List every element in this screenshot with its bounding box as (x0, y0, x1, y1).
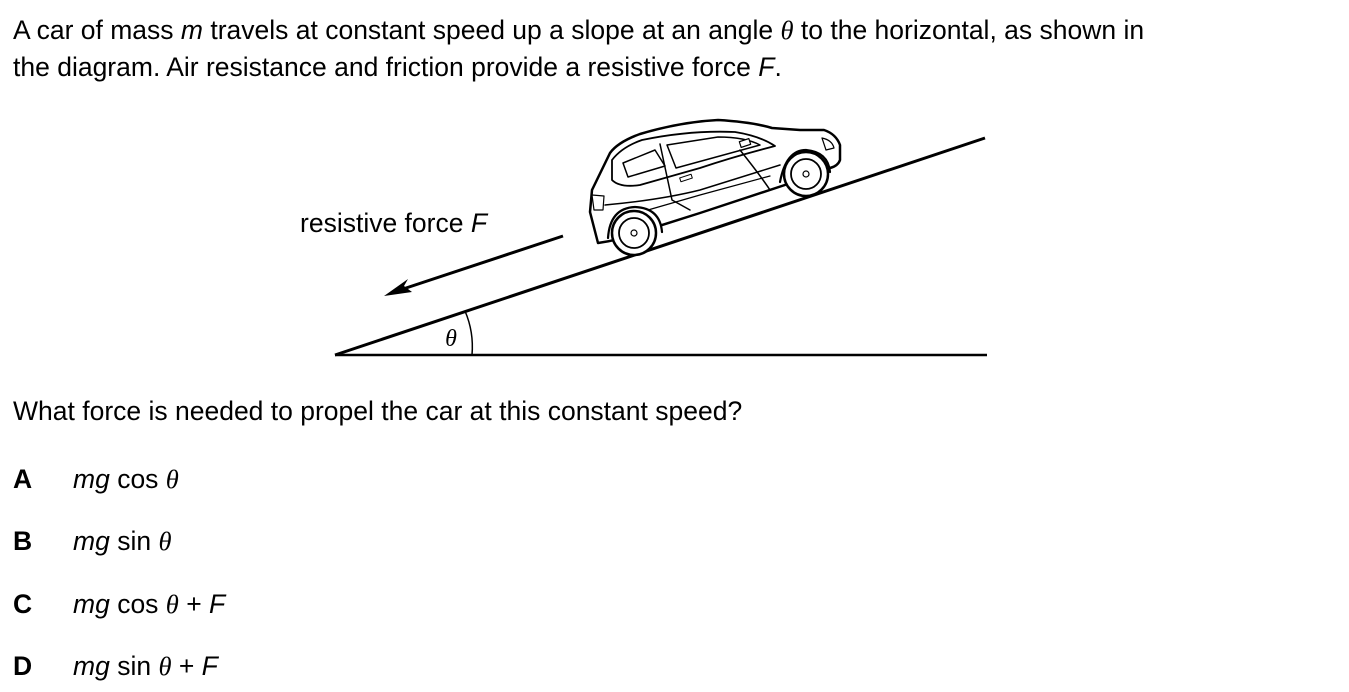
option-force: F (201, 651, 218, 681)
option-plus: + (171, 651, 202, 681)
mass-symbol: m (180, 15, 203, 45)
option-theta: θ (165, 464, 179, 494)
stem-text: travels at constant speed up a slope at an angle (202, 15, 781, 45)
option-theta: θ (158, 526, 172, 556)
option-func: sin (109, 651, 159, 681)
option-c[interactable] (13, 586, 225, 623)
option-plus: + (178, 589, 210, 619)
option-func: sin (109, 526, 159, 556)
force-label: resistive force F (300, 208, 488, 238)
option-mg: mg (73, 526, 110, 556)
option-func: cos (109, 464, 166, 494)
option-mg: mg (73, 589, 110, 619)
car (590, 120, 840, 255)
angle-label: θ (445, 326, 457, 352)
stem-text: A car of mass (13, 15, 181, 45)
force-symbol: F (758, 52, 775, 82)
theta-symbol: θ (780, 15, 794, 45)
rear-wheel-hub (631, 230, 637, 236)
front-wheel-hub (803, 171, 809, 177)
car-tail-light (592, 195, 604, 210)
option-force: F (209, 589, 226, 619)
stem-text: the diagram. Air resistance and friction provide a resistive force (13, 52, 759, 82)
option-a[interactable] (13, 461, 179, 498)
stem-text: to the horizontal, as shown in (793, 15, 1145, 45)
option-letter: D (13, 651, 33, 681)
stem-text: . (774, 52, 782, 82)
force-arrow-shaft (400, 236, 563, 290)
option-theta: θ (158, 651, 172, 681)
question-prompt: What force is needed to propel the car at this constant speed? (13, 396, 743, 426)
option-func: cos (109, 589, 166, 619)
angle-arc (465, 311, 472, 355)
option-d[interactable] (13, 648, 218, 685)
option-letter: B (13, 526, 33, 556)
option-b[interactable] (13, 523, 171, 560)
option-letter: A (13, 464, 33, 494)
option-mg: mg (73, 651, 110, 681)
option-mg: mg (73, 464, 110, 494)
option-theta: θ (165, 589, 179, 619)
option-letter: C (13, 589, 33, 619)
